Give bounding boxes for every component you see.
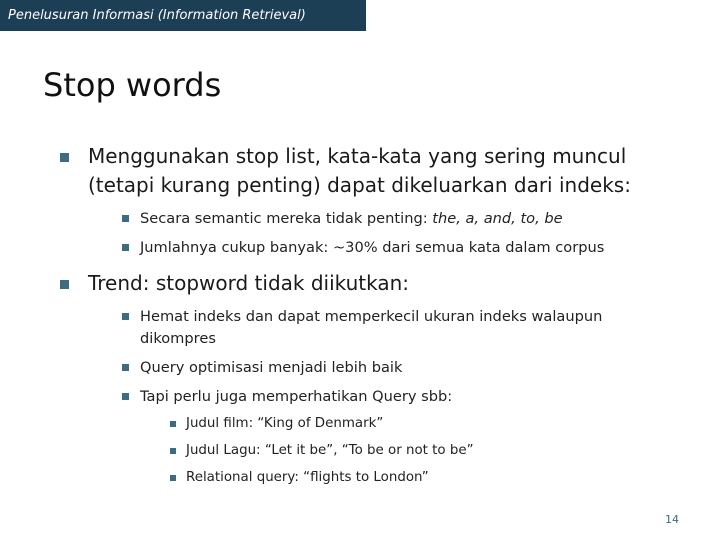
sub-sub-bullet-item <box>170 414 670 434</box>
sub-bullet-list <box>88 306 670 488</box>
bullet-item <box>60 269 670 488</box>
square-bullet-icon <box>122 393 129 400</box>
square-bullet-icon <box>170 448 176 454</box>
sub-bullet-item <box>122 357 670 379</box>
sub-bullet-text: Hemat indeks dan dapat memperkecil ukuran indeks walaupun dikompres <box>140 308 603 347</box>
sub-bullet-item <box>122 208 670 230</box>
course-title: Penelusuran Informasi (Information Retrieval) <box>8 8 306 23</box>
sub-bullet-text: Tapi perlu juga memperhatikan Query sbb: <box>140 388 453 405</box>
course-header <box>0 0 366 31</box>
square-bullet-icon <box>60 153 69 162</box>
sub-bullet-list <box>88 208 670 259</box>
sub-sub-bullet-list <box>140 414 670 488</box>
sub-sub-bullet-text: Relational query: “flights to London” <box>186 470 429 485</box>
sub-sub-bullet-item <box>170 468 670 488</box>
page-number: 14 <box>665 513 679 526</box>
square-bullet-icon <box>170 475 176 481</box>
bullet-list <box>60 142 670 488</box>
sub-bullet-item <box>122 306 670 350</box>
square-bullet-icon <box>60 280 69 289</box>
sub-bullet-item <box>122 237 670 259</box>
bullet-item <box>60 142 670 259</box>
square-bullet-icon <box>122 244 129 251</box>
sub-bullet-text: Query optimisasi menjadi lebih baik <box>140 359 403 376</box>
sub-sub-bullet-text: Judul Lagu: “Let it be”, “To be or not to be” <box>186 443 474 458</box>
square-bullet-icon <box>122 215 129 222</box>
sub-bullet-text: Jumlahnya cukup banyak: ~30% dari semua kata dalam corpus <box>140 239 605 256</box>
sub-sub-bullet-item <box>170 441 670 461</box>
slide-title: Stop words <box>43 66 222 104</box>
square-bullet-icon <box>170 421 176 427</box>
sub-bullet-item <box>122 386 670 488</box>
sub-sub-bullet-text: Judul film: “King of Denmark” <box>186 416 384 431</box>
stopword-examples: the, a, and, to, be <box>432 210 563 227</box>
bullet-text: Trend: stopword tidak diikutkan: <box>88 271 410 295</box>
bullet-text: Menggunakan stop list, kata-kata yang sering muncul (tetapi kurang penting) dapat dikeluarkan dari indeks: <box>88 144 631 197</box>
square-bullet-icon <box>122 313 129 320</box>
sub-bullet-text: Secara semantic mereka tidak penting: <box>140 210 433 227</box>
slide-content <box>60 142 670 495</box>
square-bullet-icon <box>122 364 129 371</box>
